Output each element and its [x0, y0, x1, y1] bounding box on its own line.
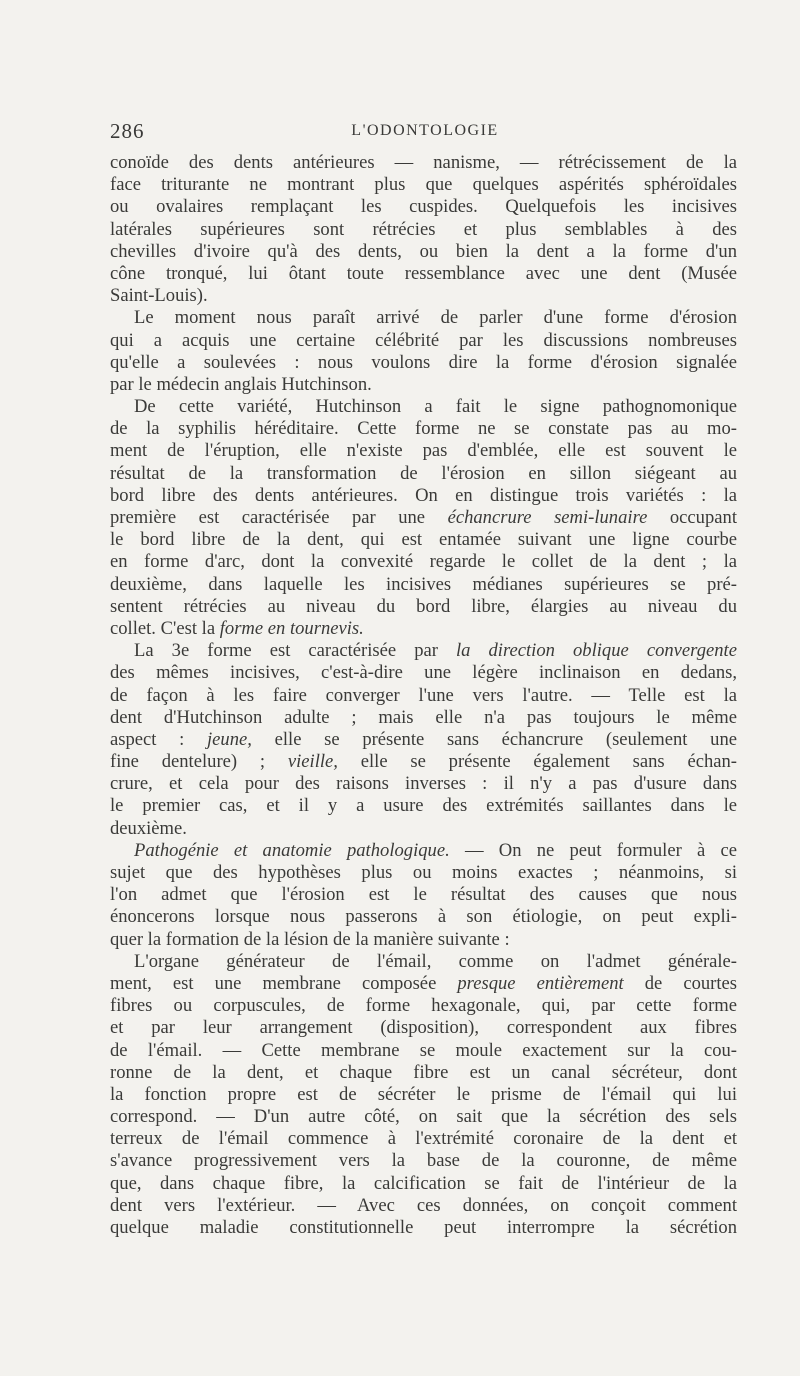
- line-text: dent vers l'extérieur. — Avec ces données, on conçoit comment: [110, 1194, 737, 1216]
- line-text: que, dans chaque fibre, la calcification se fait de l'intérieur de la: [110, 1172, 737, 1194]
- text-line: [110, 330, 737, 352]
- line-text: résultat de la transformation de l'érosion en sillon siégeant au: [110, 462, 737, 484]
- line-text: Le moment nous paraît arrivé de parler d'une forme d'érosion: [134, 307, 737, 329]
- italic-text: forme en tournevis.: [219, 617, 364, 639]
- text-line: [110, 241, 737, 263]
- line-text: dent d'Hutchinson adulte ; mais elle n'a pas toujours le même: [110, 706, 737, 728]
- line-text: ment, est une membrane composée: [110, 972, 458, 994]
- line-text: fibres ou corpuscules, de forme hexagonale, qui, par cette forme: [110, 995, 737, 1017]
- line-text-after: occupant: [647, 507, 737, 528]
- text-line: [110, 551, 737, 573]
- italic-text: presque entièrement: [457, 972, 624, 994]
- text-line: [110, 840, 737, 862]
- line-text: le premier cas, et il y a usure des extrémités saillantes dans le: [110, 795, 737, 817]
- line-text: correspond. — D'un autre côté, on sait que la sécrétion des sels: [110, 1106, 737, 1128]
- line-text: quer la formation de la lésion de la manière suivante :: [110, 928, 510, 950]
- text-line: [110, 507, 737, 529]
- body-text: [110, 152, 737, 1239]
- text-line: [110, 862, 737, 884]
- italic-text: échancrure semi-lunaire: [447, 507, 648, 528]
- text-line: [110, 906, 737, 928]
- line-text: deuxième.: [110, 817, 187, 839]
- text-line: [110, 307, 737, 329]
- text-line: [110, 574, 737, 596]
- line-text: latérales supérieures sont rétrécies et plus semblables à des: [110, 218, 737, 240]
- text-line: [110, 396, 737, 418]
- line-text: de l'émail. — Cette membrane se moule exactement sur la cou-: [110, 1039, 737, 1061]
- text-line: [110, 485, 737, 507]
- text-line: [110, 219, 737, 241]
- line-text: sentent rétrécies au niveau du bord libre, élargies au niveau du: [110, 595, 737, 617]
- text-line: [110, 174, 737, 196]
- page-number: 286: [110, 119, 145, 143]
- italic-text: la direction oblique convergente: [455, 640, 737, 662]
- text-line: [110, 973, 737, 995]
- line-text: par le médecin anglais Hutchinson.: [110, 373, 372, 395]
- line-text: deuxième, dans laquelle les incisives médianes supérieures se pré-: [110, 573, 737, 595]
- line-text: sujet que des hypothèses plus ou moins exactes ; néanmoins, si: [110, 862, 737, 883]
- text-line: [110, 884, 737, 906]
- line-text-after: elle se présente sans échancrure (seulement une: [251, 728, 737, 750]
- text-line: [110, 263, 737, 285]
- line-text: en forme d'arc, dont la convexité regarde le collet de la dent ; la: [110, 551, 737, 573]
- line-text: ou ovalaires remplaçant les cuspides. Quelquefois les incisives: [110, 196, 737, 218]
- line-text: première est caractérisée par une: [110, 507, 448, 528]
- line-text: conoïde des dents antérieures — nanisme, — rétrécissement de la: [110, 152, 737, 173]
- text-line: [110, 707, 737, 729]
- line-text: chevilles d'ivoire qu'à des dents, ou bien la dent a la forme d'un: [110, 240, 737, 262]
- line-text: s'avance progressivement vers la base de la couronne, de même: [110, 1150, 737, 1172]
- line-text: La 3e forme est caractérisée par: [134, 640, 456, 662]
- line-text-after: — On ne peut formuler à ce: [449, 839, 737, 861]
- text-line: [110, 374, 737, 396]
- text-line: [110, 529, 737, 551]
- line-text: le bord libre de la dent, qui est entamée suivant une ligne courbe: [110, 529, 737, 551]
- line-text: qui a acquis une certaine célébrité par les discussions nombreuses: [110, 329, 737, 351]
- line-text: et par leur arrangement (disposition), correspondent aux fibres: [110, 1017, 737, 1039]
- line-text: qu'elle a soulevées : nous voulons dire la forme d'érosion signalée: [110, 351, 737, 373]
- text-line: [110, 1062, 737, 1084]
- line-text: aspect :: [110, 728, 207, 750]
- text-line: [110, 818, 737, 840]
- line-text: De cette variété, Hutchinson a fait le signe pathognomonique: [134, 396, 737, 418]
- line-text: Saint-Louis).: [110, 285, 208, 307]
- line-text: des mêmes incisives, c'est-à-dire une légère inclinaison en dedans,: [110, 662, 737, 684]
- text-line: [110, 1017, 737, 1039]
- line-text: L'organe générateur de l'émail, comme on l'admet générale-: [134, 950, 737, 972]
- text-line: [110, 929, 737, 951]
- page-header: [110, 119, 740, 145]
- text-line: [110, 152, 737, 174]
- text-line: [110, 1173, 737, 1195]
- text-line: [110, 662, 737, 684]
- text-line: [110, 1150, 737, 1172]
- line-text: énoncerons lorsque nous passerons à son étiologie, on peut expli-: [110, 906, 737, 928]
- text-line: [110, 951, 737, 973]
- line-text: l'on admet que l'érosion est le résultat des causes que nous: [110, 884, 737, 906]
- line-text: collet. C'est la: [110, 617, 220, 639]
- italic-text: Pathogénie et anatomie pathologique.: [134, 839, 450, 861]
- text-line: [110, 285, 737, 307]
- italic-text: vieille,: [287, 751, 338, 773]
- text-line: [110, 640, 737, 662]
- line-text: terreux de l'émail commence à l'extrémité coronaire de la dent et: [110, 1128, 737, 1150]
- line-text: de façon à les faire converger l'une vers l'autre. — Telle est la: [110, 684, 737, 706]
- line-text: fine dentelure) ;: [110, 751, 288, 773]
- text-line: [110, 418, 737, 440]
- text-line: [110, 463, 737, 485]
- line-text: bord libre des dents antérieures. On en distingue trois variétés : la: [110, 484, 737, 506]
- text-line: [110, 618, 737, 640]
- text-line: [110, 995, 737, 1017]
- text-line: [110, 596, 737, 618]
- text-line: [110, 1106, 737, 1128]
- text-line: [110, 440, 737, 462]
- running-title: L'ODONTOLOGIE: [351, 122, 499, 139]
- text-line: [110, 773, 737, 795]
- text-line: [110, 795, 737, 817]
- text-line: [110, 1217, 737, 1239]
- text-line: [110, 685, 737, 707]
- line-text: la fonction propre est de sécréter le prisme de l'émail qui lui: [110, 1083, 737, 1105]
- text-line: [110, 352, 737, 374]
- line-text: quelque maladie constitutionnelle peut interrompre la sécrétion: [110, 1217, 737, 1238]
- text-line: [110, 1040, 737, 1062]
- text-line: [110, 1195, 737, 1217]
- italic-text: jeune,: [207, 728, 252, 750]
- line-text: ronne de la dent, et chaque fibre est un canal sécréteur, dont: [110, 1061, 737, 1083]
- text-line: [110, 1084, 737, 1106]
- line-text-after: elle se présente également sans échan-: [337, 751, 737, 773]
- line-text: crure, et cela pour des raisons inverses : il n'y a pas d'usure dans: [110, 773, 737, 795]
- line-text: face triturante ne montrant plus que quelques aspérités sphéroïdales: [110, 174, 737, 196]
- text-line: [110, 751, 737, 773]
- line-text: de la syphilis héréditaire. Cette forme ne se constate pas au mo-: [110, 418, 737, 440]
- line-text-after: de courtes: [623, 972, 738, 994]
- text-line: [110, 196, 737, 218]
- line-text: ment de l'éruption, elle n'existe pas d'emblée, elle est souvent le: [110, 440, 737, 462]
- text-line: [110, 1128, 737, 1150]
- line-text: cône tronqué, lui ôtant toute ressemblance avec une dent (Musée: [110, 262, 737, 284]
- text-line: [110, 729, 737, 751]
